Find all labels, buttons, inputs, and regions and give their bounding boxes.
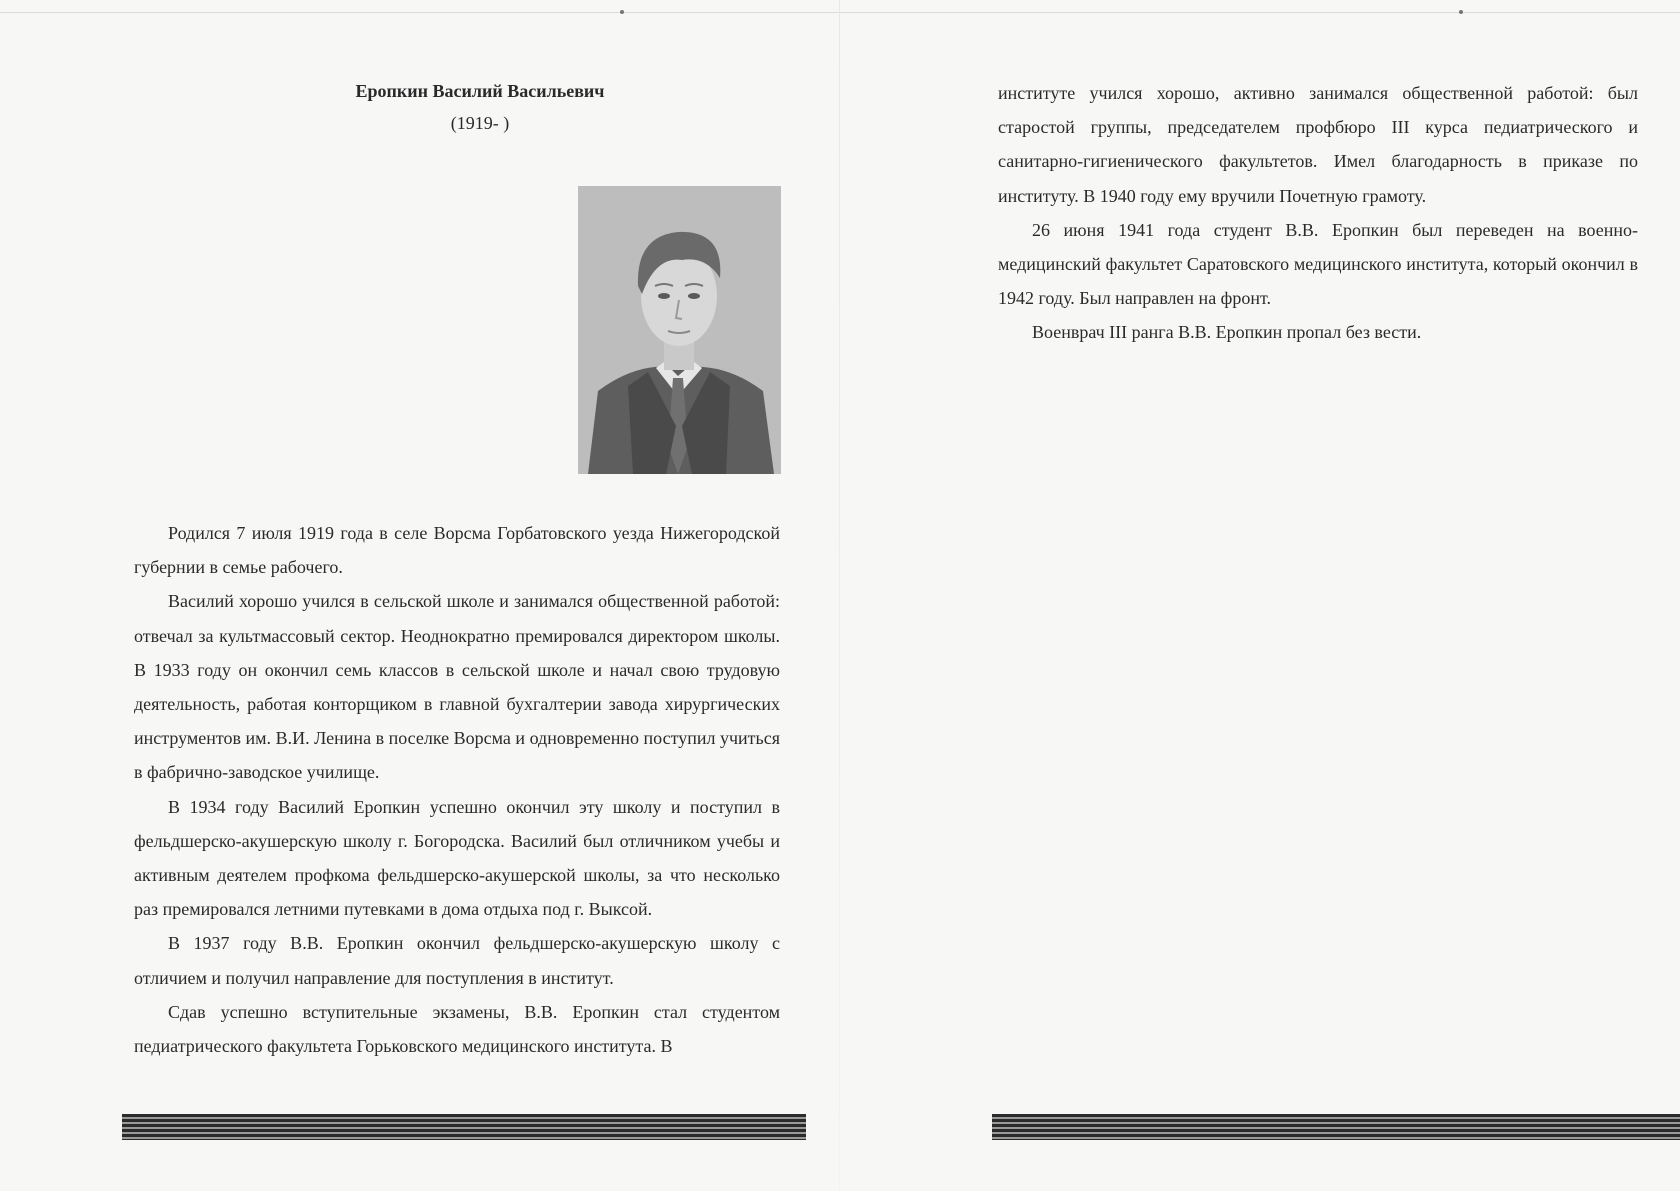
paragraph-front: 26 июня 1941 года студент В.В. Еропкин был переведен на военно-медицинский факультет Саратовского медицинского института, который окончил в 1942 году. Был направлен на фронт. [998,219,1638,309]
heading [230,76,730,138]
left-page [0,0,839,1191]
person-name: Еропкин Василий Васильевич [355,81,605,101]
paragraph-institute: Сдав успешно вступительные экзамены, В.В. Еропкин стал студентом педиатрического факультета Горьковского медицинского института. В [134,1001,780,1057]
life-years: (1919- ) [450,113,510,133]
biography-text-left [134,516,780,1063]
portrait-photo [578,186,781,474]
right-page [840,0,1680,1191]
portrait-photo-icon [578,186,781,474]
paragraph-missing: Военврач III ранга В.В. Еропкин пропал без вести. [1032,322,1422,343]
paragraph-school: Василий хорошо учился в сельской школе и занимался общественной работой: отвечал за культмассовый сектор. Неоднократно премировался директором школы. В 1933 году он окончил семь классов в сельской школе и начал свою трудовую деятельность, работая конторщиком в главной бухгалтерии завода хирургических инструментов им. В.И. Ленина в поселке Ворсма и одновременно поступил учиться в фабрично-заводское училище. [134,591,780,783]
paragraph-birth: Родился 7 июля 1919 года в селе Ворсма Горбатовского уезда Нижегородской губернии в семье рабочего. [134,523,780,578]
biography-text-right [998,76,1638,350]
st-george-ribbon-left [122,1114,806,1140]
paragraph-continuation: институте учился хорошо, активно занимался общественной работой: был старостой группы, председателем профбюро III курса педиатрического и санитарно-гигиенического факультетов. Имел благодарность в приказе по институту. В 1940 году ему вручили Почетную грамоту. [998,83,1638,206]
paragraph-graduation: В 1937 году В.В. Еропкин окончил фельдшерско-акушерскую школу с отличием и получил направление для поступления в институт. [134,933,780,988]
st-george-ribbon-right [992,1114,1680,1140]
paragraph-medical-school: В 1934 году Василий Еропкин успешно окончил эту школу и поступил в фельдшерско-акушерскую школу г. Богородска. Василий был отличником учебы и активным деятелем профкома фельдшерско-акушерской школы, за что несколько раз премировался летними путевками в дома отдыха под г. Выксой. [134,796,780,920]
